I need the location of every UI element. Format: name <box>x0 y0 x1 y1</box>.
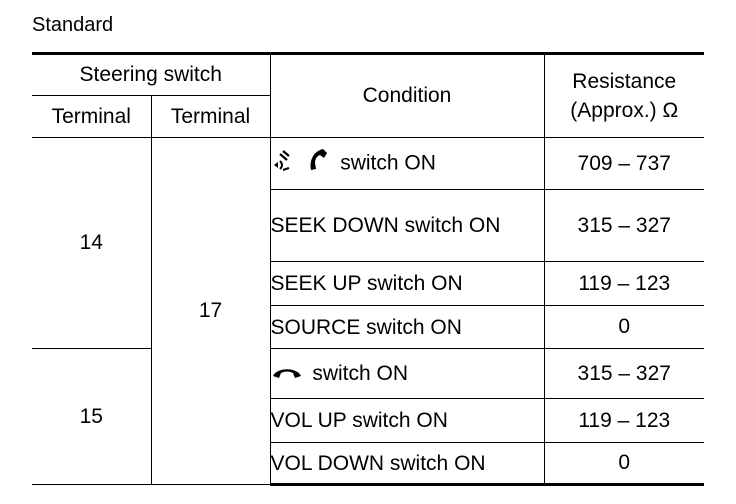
phone-pickup-icon <box>306 147 330 181</box>
voice-icon <box>271 148 297 180</box>
resistance-cell: 0 <box>544 306 704 349</box>
resistance-cell: 0 <box>544 443 704 485</box>
condition-cell: SEEK DOWN switch ON <box>270 190 544 262</box>
resistance-header-line2: (Approx.) Ω <box>570 99 679 122</box>
resistance-cell: 119 – 123 <box>544 262 704 306</box>
condition-cell <box>270 349 544 399</box>
condition-text: switch ON <box>312 361 409 385</box>
condition-cell: SEEK UP switch ON <box>270 262 544 306</box>
condition-text: switch ON <box>340 151 436 175</box>
resistance-cell: 315 – 327 <box>544 190 704 262</box>
resistance-spec-table <box>32 52 704 486</box>
condition-header: Condition <box>270 54 544 138</box>
condition-cell <box>270 138 544 190</box>
terminal-header-b: Terminal <box>151 96 270 138</box>
resistance-cell: 315 – 327 <box>544 349 704 399</box>
condition-cell: SOURCE switch ON <box>270 306 544 349</box>
terminal-15-cell: 15 <box>32 349 151 485</box>
resistance-cell: 119 – 123 <box>544 399 704 443</box>
resistance-cell: 709 – 737 <box>544 138 704 190</box>
table-caption: Standard <box>32 14 114 36</box>
phone-hangup-icon <box>271 359 303 388</box>
terminal-14-cell: 14 <box>32 138 151 349</box>
condition-cell: VOL DOWN switch ON <box>270 443 544 485</box>
resistance-header <box>544 54 704 138</box>
terminal-17-cell: 17 <box>151 138 270 485</box>
steering-switch-header: Steering switch <box>32 54 270 96</box>
terminal-header-a: Terminal <box>32 96 151 138</box>
table-row <box>32 349 704 399</box>
condition-cell: VOL UP switch ON <box>270 399 544 443</box>
table-row <box>32 138 704 190</box>
resistance-header-line1: Resistance <box>572 70 677 93</box>
